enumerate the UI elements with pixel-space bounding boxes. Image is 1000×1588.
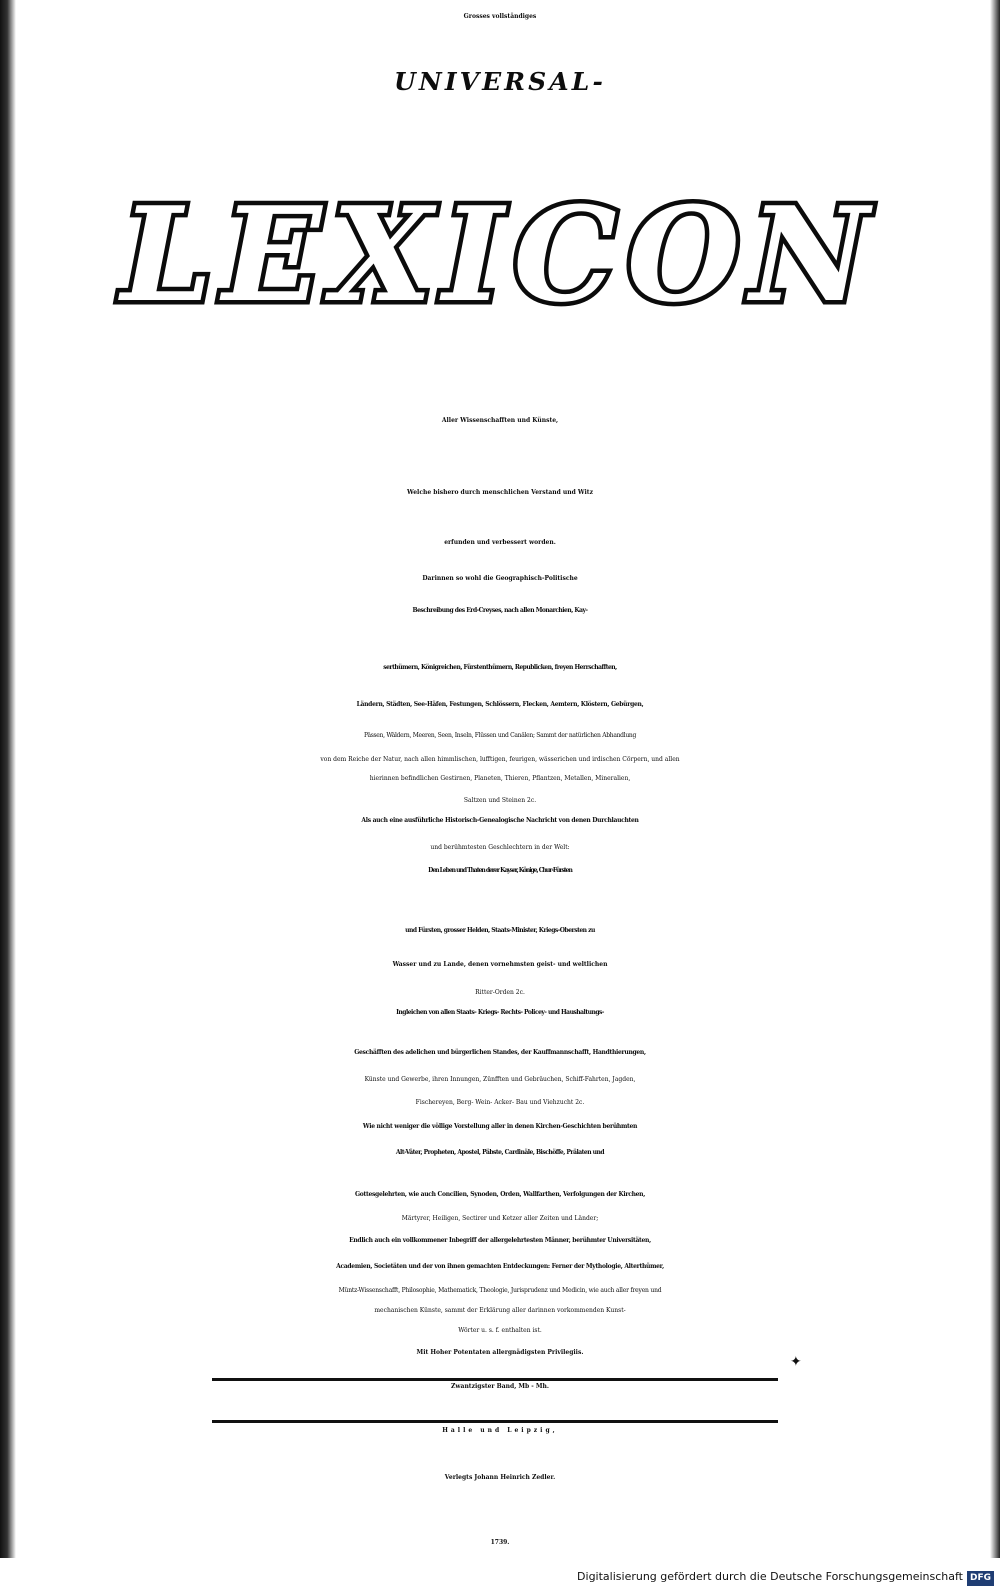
line-halle-und-leipzig: Halle und Leipzig, [442,1427,558,1434]
line-verlegts: Verlegts Johann Heinrich Zedler. [444,1474,556,1481]
line-muentz: Müntz-Wissenschafft, Philosophie, Mathematick, Theologie, Jurisprudenz und Medicin, wie auch aller freyen und [338,1287,662,1294]
line-fischereyen: Fischereyen, Berg- Wein- Acker- Bau und Viehzucht 2c. [415,1099,585,1106]
dfg-logo: DFG [967,1571,994,1586]
line-alt-vaeter: Alt-Väter, Propheten, Apostel, Päbste, Cardinäle, Bischöffe, Prälaten und [395,1149,605,1156]
line-als-auch: Als auch eine ausführliche Historisch-Genealogische Nachricht von denen Durchlauchten [361,817,639,824]
line-ritter-orden: Ritter-Orden 2c. [475,989,525,996]
rule-top [212,1378,778,1381]
title-lexicon: LEXICON [121,178,879,331]
line-ingleichen: Ingleichen von allen Staats- Kriegs- Rechts- Policey- und Haushaltungs- [396,1009,604,1016]
ornament-star: ✦ [790,1354,802,1370]
line-wie-nicht-weniger: Wie nicht weniger die völlige Vorstellung aller in denen Kirchen-Geschichten berühmten [362,1123,638,1130]
line-year: 1739. [490,1539,510,1546]
line-gottesgelehrten: Gottesgelehrten, wie auch Concilien, Synoden, Orden, Wallfarthen, Verfolgungen der Kirchen, [354,1191,645,1198]
digitization-footer [0,1566,1000,1588]
line-paessen: Pässen, Wäldern, Meeren, Seen, Inseln, Flüssen und Canälen; Sammt der natürlichen Abhandlung [363,732,636,739]
rule-bottom [212,1420,778,1423]
line-reiche-der-natur: von dem Reiche der Natur, nach allen himmlischen, lufftigen, feurigen, wässerichen und irdischen Cörpern, und allen [320,756,680,763]
line-kayserthuemern: serthümern, Königreichen, Fürstenthümern, Republicken, freyen Herrschafften, [383,664,617,671]
line-wasser-und-lande: Wasser und zu Lande, denen vornehmsten geist- und weltlichen [392,961,608,968]
subtitle-aller-wissenschafften: Aller Wissenschafften und Künste, [441,417,559,424]
line-maertyrer: Märtyrer, Heiligen, Sectirer und Ketzer aller Zeiten und Länder; [401,1215,599,1222]
line-darinnen: Darinnen so wohl die Geographisch-Politische [422,575,578,582]
line-woerter: Wörter u. s. f. enthalten ist. [458,1327,542,1334]
line-kuenste-gewerbe: Künste und Gewerbe, ihren Innungen, Zünfften und Gebräuchen, Schiff-Fahrten, Jagden, [364,1076,636,1083]
title-universal: UNIVERSAL- [394,67,606,96]
line-mechanischen: mechanischen Künste, sammt der Erklärung aller darinnen vorkommenden Kunst- [374,1307,626,1314]
line-laendern: Ländern, Städten, See-Häfen, Festungen, Schlössern, Flecken, Aemtern, Klöstern, Gebürgen, [356,701,644,708]
line-geschaefften: Geschäfften des adelichen und bürgerlichen Standes, der Kauffmannschafft, Handthierungen, [354,1049,646,1056]
line-gestirnen: hierinnen befindlichen Gestirnen, Planeten, Thieren, Pflantzen, Metallen, Mineralien, [369,775,631,782]
line-erfunden: erfunden und verbessert worden. [444,539,556,546]
line-academien: Academien, Societäten und der von ihnen gemachten Entdeckungen: Ferner der Mythologie, Alterthümer, [336,1263,664,1270]
line-welche-bishero: Welche bishero durch menschlichen Verstand und Witz [406,489,593,496]
line-beschreibung: Beschreibung des Erd-Creyses, nach allen Monarchien, Kay- [412,607,588,614]
line-grosses-vollstaendiges: Grosses vollständiges [463,13,537,20]
line-privilegiis: Mit Hoher Potentaten allergnädigsten Privilegiis. [416,1349,584,1356]
line-leben-und-thaten: Den Leben und Thaten derer Kayser, Könige, Chur-Fürsten [428,867,572,874]
line-endlich: Endlich auch ein vollkommener Inbegriff der allergelehrtesten Männer, berühmter Universitäten, [349,1237,651,1244]
line-geschlechtern: und berühmtesten Geschlechtern in der Welt: [430,844,570,851]
line-band: Zwantzigster Band, Mb - Mh. [451,1383,549,1390]
line-saltzen: Saltzen und Steinen 2c. [463,797,537,804]
line-fuersten-helden: und Fürsten, grosser Helden, Staats-Minister, Kriegs-Obersten zu [405,927,595,934]
footer-text: Digitalisierung gefördert durch die Deutsche Forschungsgemeinschaft [577,1570,963,1583]
